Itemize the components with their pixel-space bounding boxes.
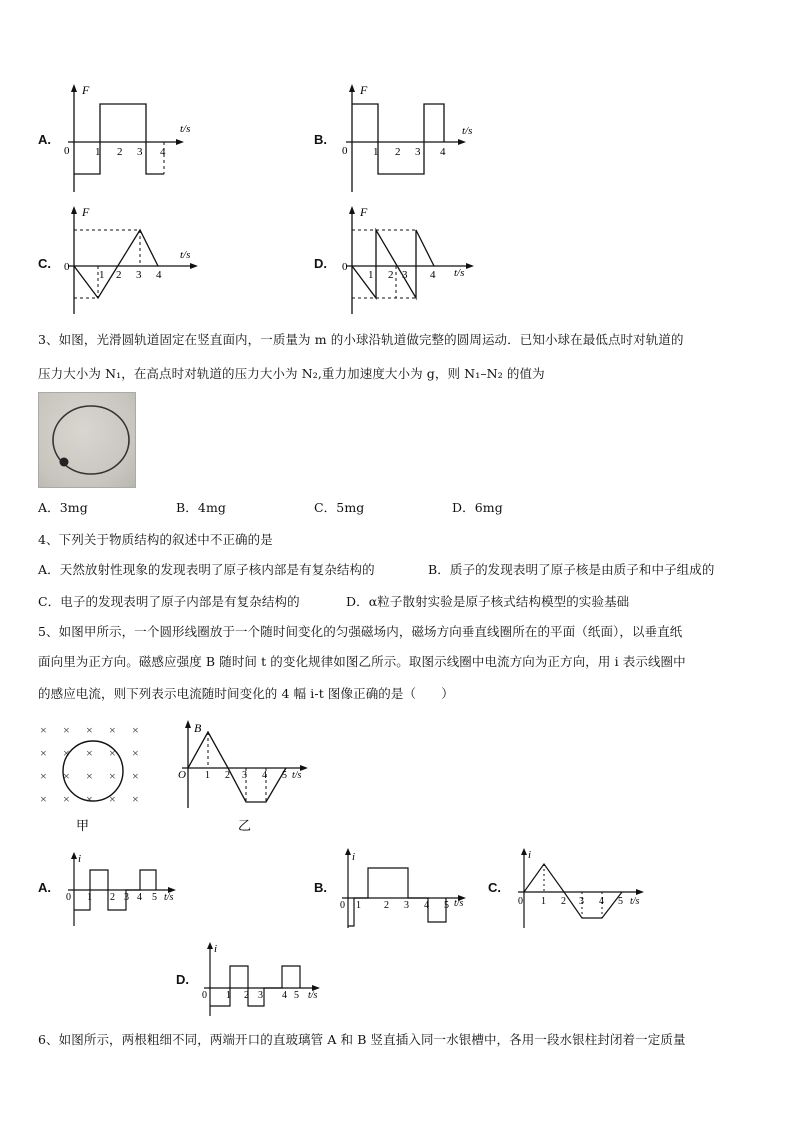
svg-text:3: 3 bbox=[402, 269, 408, 281]
q3-stem-line1: 3、如图，光滑圆轨道固定在竖直面内，一质量为 m 的小球沿轨道做完整的圆周运动．已知小球在最低点时对轨道的 bbox=[38, 332, 684, 347]
svg-text:4: 4 bbox=[440, 146, 446, 158]
q4-option-a[interactable]: A．天然放射性现象的发现表明了原子核内部是有复杂结构的 bbox=[38, 562, 375, 577]
q3-option-d[interactable]: D．6mg bbox=[452, 500, 503, 515]
svg-text:4: 4 bbox=[262, 770, 267, 781]
svg-text:5: 5 bbox=[444, 900, 449, 911]
svg-text:t/s: t/s bbox=[164, 892, 174, 903]
svg-text:×: × bbox=[109, 723, 116, 737]
svg-text:t/s: t/s bbox=[454, 267, 465, 279]
q4-option-c[interactable]: C．电子的发现表明了原子内部是有复杂结构的 bbox=[38, 594, 300, 609]
q2-graph-d bbox=[338, 204, 488, 319]
svg-text:×: × bbox=[63, 723, 70, 737]
q3-track-photo bbox=[38, 392, 136, 488]
svg-text:O: O bbox=[178, 769, 186, 781]
q5-stem-line1: 5、如图甲所示，一个圆形线圈放于一个随时间变化的匀强磁场内，磁场方向垂直线圈所在的平面（纸面），以垂直纸 bbox=[38, 624, 683, 639]
svg-text:4: 4 bbox=[424, 900, 429, 911]
svg-text:3: 3 bbox=[258, 990, 263, 1001]
svg-text:i: i bbox=[352, 851, 356, 863]
svg-text:1: 1 bbox=[226, 990, 231, 1001]
q5-stem-line2: 面向里为正方向。磁感应强度 B 随时间 t 的变化规律如图乙所示。取图示线圈中电流方向为正方向，用 i 表示线圈中 bbox=[38, 654, 686, 669]
svg-text:×: × bbox=[40, 746, 47, 760]
svg-text:F: F bbox=[82, 205, 90, 219]
svg-text:1: 1 bbox=[205, 770, 210, 781]
svg-text:×: × bbox=[86, 769, 93, 783]
svg-text:5: 5 bbox=[618, 896, 623, 907]
svg-text:1: 1 bbox=[87, 892, 92, 903]
svg-text:3: 3 bbox=[579, 896, 584, 907]
svg-text:t/s: t/s bbox=[454, 898, 464, 909]
svg-text:0: 0 bbox=[342, 145, 348, 157]
q5-stem-line3: 的感应电流，则下列表示电流随时间变化的 4 幅 i-t 图像正确的是（ ） bbox=[38, 686, 454, 701]
q2-option-a-label[interactable]: A. bbox=[38, 132, 51, 147]
svg-text:2: 2 bbox=[225, 770, 230, 781]
q3-stem-line2: 压力大小为 N₁，在高点时对轨道的压力大小为 N₂,重力加速度大小为 g，则 N₁–N₂ 的值为 bbox=[38, 366, 545, 381]
svg-text:t/s: t/s bbox=[630, 896, 640, 907]
axis-f-label: F bbox=[82, 83, 90, 97]
svg-text:3: 3 bbox=[124, 892, 129, 903]
svg-text:3: 3 bbox=[137, 146, 143, 158]
svg-text:2: 2 bbox=[561, 896, 566, 907]
svg-text:×: × bbox=[109, 769, 116, 783]
svg-text:t/s: t/s bbox=[462, 125, 473, 137]
q3-option-b[interactable]: B．4mg bbox=[176, 500, 226, 515]
circular-track-figure bbox=[39, 393, 135, 487]
field-crosses bbox=[40, 723, 139, 806]
svg-text:5: 5 bbox=[294, 990, 299, 1001]
q3-option-c[interactable]: C．5mg bbox=[314, 500, 365, 515]
svg-text:×: × bbox=[132, 723, 139, 737]
svg-text:×: × bbox=[86, 746, 93, 760]
svg-text:0: 0 bbox=[64, 145, 70, 157]
svg-text:1: 1 bbox=[356, 900, 361, 911]
svg-text:1: 1 bbox=[368, 269, 374, 281]
svg-text:4: 4 bbox=[156, 269, 162, 281]
q5-graph-c bbox=[510, 846, 660, 932]
svg-text:0: 0 bbox=[66, 892, 71, 903]
svg-text:2: 2 bbox=[384, 900, 389, 911]
svg-text:t/s: t/s bbox=[292, 770, 302, 781]
svg-text:×: × bbox=[63, 746, 70, 760]
svg-text:0: 0 bbox=[340, 900, 345, 911]
q4-stem: 4、下列关于物质结构的叙述中不正确的是 bbox=[38, 532, 273, 547]
svg-text:3: 3 bbox=[242, 770, 247, 781]
svg-text:t/s: t/s bbox=[308, 990, 318, 1001]
svg-text:0: 0 bbox=[202, 990, 207, 1001]
svg-text:i: i bbox=[78, 853, 82, 865]
svg-text:F: F bbox=[360, 205, 368, 219]
axis-t-label: t/s bbox=[180, 123, 191, 135]
svg-text:2: 2 bbox=[110, 892, 115, 903]
q5-graph-a bbox=[60, 850, 190, 930]
svg-text:×: × bbox=[132, 769, 139, 783]
q2-option-d-label[interactable]: D. bbox=[314, 256, 327, 271]
q4-option-b[interactable]: B．质子的发现表明了原子核是由质子和中子组成的 bbox=[428, 562, 715, 577]
q5-option-b-label[interactable]: B. bbox=[314, 880, 327, 895]
q5-option-a-label[interactable]: A. bbox=[38, 880, 51, 895]
svg-text:0: 0 bbox=[518, 896, 523, 907]
q3-option-a[interactable]: A．3mg bbox=[38, 500, 88, 515]
svg-text:4: 4 bbox=[282, 990, 287, 1001]
svg-text:5: 5 bbox=[282, 770, 287, 781]
svg-text:×: × bbox=[132, 746, 139, 760]
q5-graph-b bbox=[334, 846, 480, 932]
svg-text:2: 2 bbox=[116, 269, 122, 281]
svg-text:0: 0 bbox=[64, 261, 70, 273]
svg-text:×: × bbox=[86, 792, 93, 806]
q5-figure-jia bbox=[36, 720, 156, 840]
svg-text:1: 1 bbox=[541, 896, 546, 907]
svg-text:2: 2 bbox=[244, 990, 249, 1001]
svg-text:i: i bbox=[214, 943, 218, 955]
svg-text:×: × bbox=[40, 723, 47, 737]
svg-text:F: F bbox=[360, 83, 368, 97]
q2-graph-a bbox=[60, 82, 210, 197]
q5-graph-d bbox=[196, 940, 336, 1020]
svg-text:3: 3 bbox=[136, 269, 142, 281]
svg-text:1: 1 bbox=[99, 269, 105, 281]
q2-option-b-label[interactable]: B. bbox=[314, 132, 327, 147]
q5-option-c-label[interactable]: C. bbox=[488, 880, 501, 895]
svg-text:×: × bbox=[63, 792, 70, 806]
svg-text:4: 4 bbox=[160, 146, 166, 158]
svg-text:i: i bbox=[528, 849, 532, 861]
q4-option-d[interactable]: D．α粒子散射实验是原子核式结构模型的实验基础 bbox=[346, 594, 630, 609]
svg-text:t/s: t/s bbox=[180, 249, 191, 261]
svg-text:2: 2 bbox=[117, 146, 123, 158]
svg-text:3: 3 bbox=[415, 146, 421, 158]
svg-text:4: 4 bbox=[599, 896, 604, 907]
svg-text:2: 2 bbox=[388, 269, 394, 281]
svg-text:1: 1 bbox=[373, 146, 379, 158]
q2-graph-c bbox=[60, 204, 210, 319]
fig-jia-caption: 甲 bbox=[76, 818, 90, 833]
svg-text:3: 3 bbox=[404, 900, 409, 911]
q5-figure-yi bbox=[176, 718, 316, 840]
svg-text:5: 5 bbox=[152, 892, 157, 903]
svg-text:4: 4 bbox=[430, 269, 436, 281]
svg-text:×: × bbox=[40, 769, 47, 783]
axis-b-label: B bbox=[194, 721, 202, 735]
svg-text:×: × bbox=[63, 769, 70, 783]
svg-text:4: 4 bbox=[137, 892, 142, 903]
q2-option-c-label[interactable]: C. bbox=[38, 256, 51, 271]
svg-text:2: 2 bbox=[395, 146, 401, 158]
ball bbox=[60, 458, 69, 467]
svg-text:×: × bbox=[109, 746, 116, 760]
svg-text:1: 1 bbox=[95, 146, 101, 158]
svg-text:×: × bbox=[109, 792, 116, 806]
svg-text:×: × bbox=[132, 792, 139, 806]
q5-option-d-label[interactable]: D. bbox=[176, 972, 189, 987]
fig-yi-caption: 乙 bbox=[238, 818, 252, 833]
svg-text:×: × bbox=[40, 792, 47, 806]
q6-stem-line1: 6、如图所示，两根粗细不同，两端开口的直玻璃管 A 和 B 竖直插入同一水银槽中，各用一段水银柱封闭着一定质量 bbox=[38, 1032, 686, 1047]
svg-text:0: 0 bbox=[342, 261, 348, 273]
svg-text:×: × bbox=[86, 723, 93, 737]
q2-graph-b bbox=[338, 82, 488, 197]
